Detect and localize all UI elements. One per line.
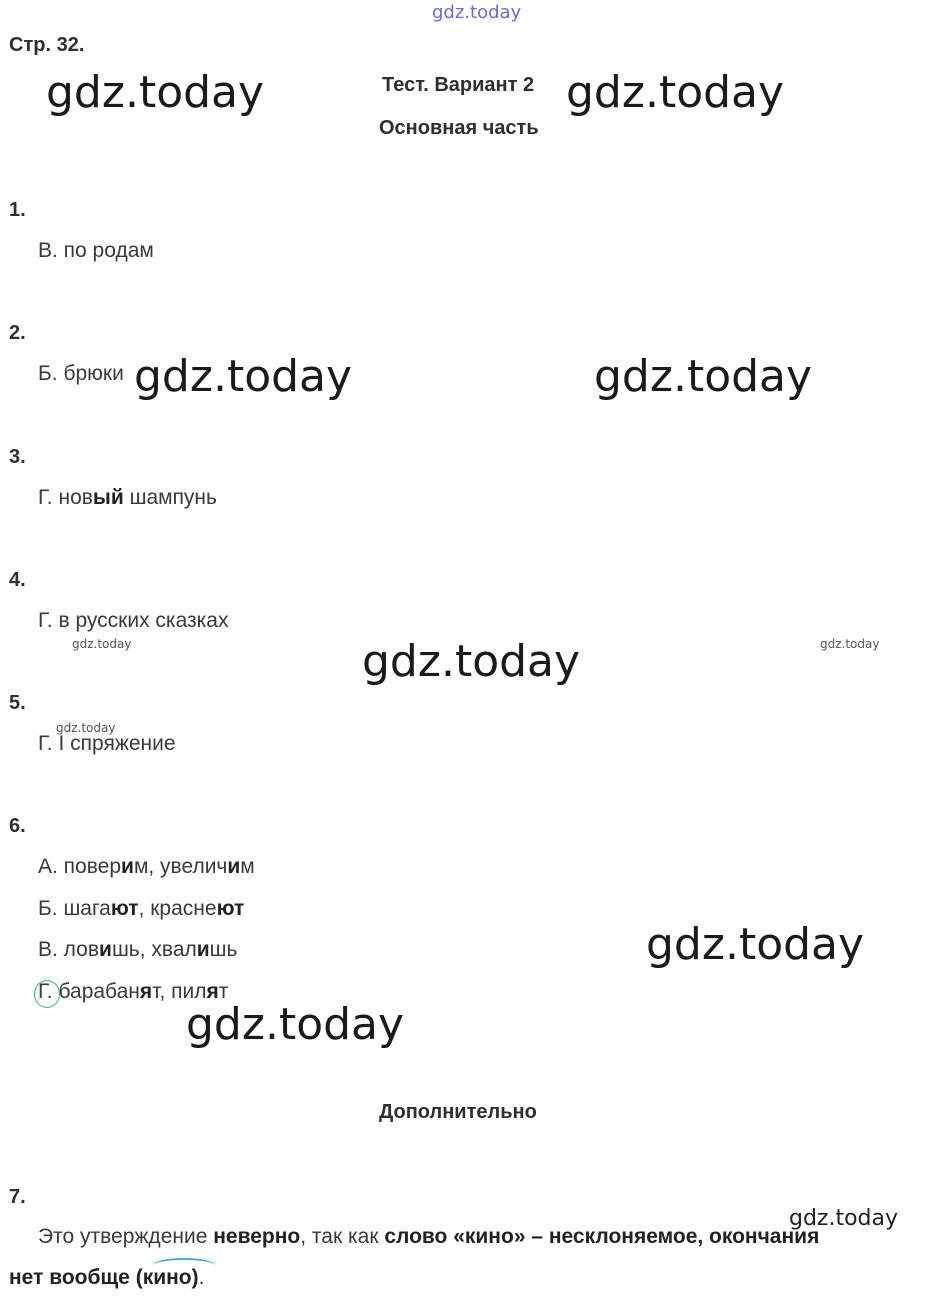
question-number-5: 5. [9, 692, 26, 714]
answer-segment: Г. барабан [38, 980, 140, 1003]
watermark-3: gdz.today [134, 351, 353, 402]
answer-q7-line1 [38, 1225, 819, 1249]
question-number-3: 3. [9, 446, 26, 468]
answer-segment: м, увелич [133, 855, 228, 878]
answer-q5 [38, 732, 176, 756]
answer-q3 [38, 486, 217, 510]
answer-segment: Б. шага [38, 897, 111, 920]
answer-segment: я [139, 980, 153, 1003]
answer-segment: ют [110, 897, 139, 920]
page-reference: Стр. 32. [9, 34, 85, 56]
answer-q2 [38, 362, 124, 386]
q7-text-d: слово «кино» – несклоняемое, окончания [384, 1225, 820, 1248]
q7-text-e: нет вообще (кино) [9, 1266, 199, 1289]
answer-segment: ый [92, 486, 124, 509]
answer-q6-a [38, 855, 255, 879]
answer-segment: шь, хвал [111, 938, 197, 961]
answer-segment: и [121, 855, 134, 878]
answer-segment: Г. нов [38, 486, 93, 509]
word-root-arc [152, 1258, 216, 1274]
answer-segment: т, пил [152, 980, 207, 1003]
question-number-1: 1. [9, 199, 26, 221]
answer-segment: м [240, 855, 255, 878]
watermark-8: gdz.today [56, 721, 116, 735]
answer-segment: я [206, 980, 219, 1003]
answer-segment: , краснe [138, 897, 217, 920]
watermark-6: gdz.today [820, 637, 880, 651]
selected-answer-circle [34, 980, 60, 1008]
q7-text-b: неверно [213, 1225, 301, 1248]
answer-segment: Б. брюки [38, 362, 124, 385]
answer-segment: В. по родам [38, 239, 154, 262]
q7-text-a: Это утверждение [38, 1225, 214, 1248]
question-number-2: 2. [9, 322, 26, 344]
watermark-10: gdz.today [186, 999, 405, 1050]
q7-text-c: , так как [300, 1225, 385, 1248]
answer-segment: и [227, 855, 241, 878]
answer-segment: и [196, 938, 210, 961]
watermark-5: gdz.today [72, 637, 132, 651]
answer-q1 [38, 239, 154, 263]
answer-segment: шампунь [123, 486, 217, 509]
watermark-1: gdz.today [46, 67, 265, 118]
answer-segment: А. повер [38, 855, 122, 878]
watermark-4: gdz.today [594, 351, 813, 402]
answer-segment: и [99, 938, 112, 961]
question-number-7: 7. [9, 1186, 26, 1208]
watermark-top: gdz.today [432, 2, 522, 23]
section-title-extra: Дополнительно [379, 1101, 537, 1123]
answer-segment: Г. в русских сказках [38, 609, 229, 632]
answer-q6-b [38, 897, 244, 921]
answer-q6-c [38, 938, 237, 962]
answer-q4 [38, 609, 228, 633]
answer-segment: шь [209, 938, 238, 961]
watermark-7: gdz.today [362, 636, 581, 687]
question-number-4: 4. [9, 569, 26, 591]
question-number-6: 6. [9, 815, 26, 837]
answer-segment: Г. I спряжение [38, 732, 176, 755]
answer-segment: т [218, 980, 229, 1003]
section-title-main: Основная часть [379, 117, 539, 139]
watermark-11: gdz.today [789, 1206, 899, 1231]
watermark-9: gdz.today [646, 919, 865, 970]
q7-text-f: . [198, 1266, 205, 1289]
answer-segment: ют [216, 897, 245, 920]
test-title: Тест. Вариант 2 [382, 74, 535, 96]
answer-segment: В. лов [38, 938, 100, 961]
watermark-2: gdz.today [566, 67, 785, 118]
